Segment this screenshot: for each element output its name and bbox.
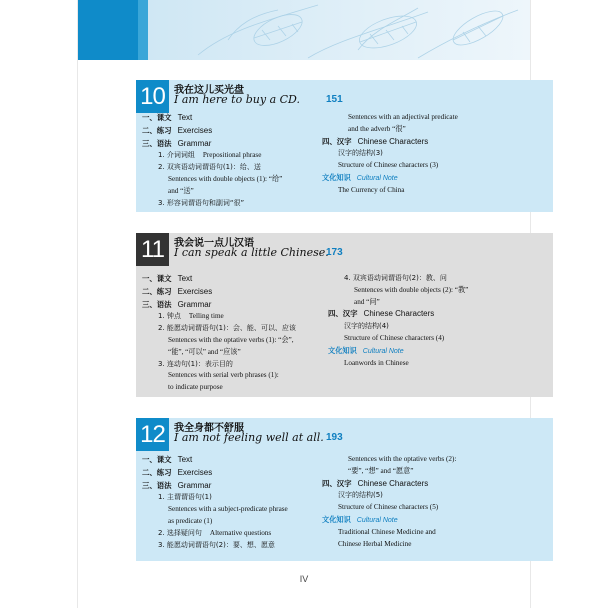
toc-grammar-note: Sentences with serial verb phrases (1): bbox=[168, 371, 279, 380]
toc-grammar-note: “要”, “想” and “愿意” bbox=[348, 466, 414, 475]
toc-grammar-note: Sentences with double objects (1): “给” bbox=[168, 174, 283, 183]
lesson-page-number: 151 bbox=[326, 94, 343, 105]
toc-grammar-note: Sentences with the optative verbs (1): “会”, bbox=[168, 335, 294, 344]
leaf-pattern-image bbox=[158, 0, 530, 60]
toc-grammar-note: to indicate purpose bbox=[168, 383, 223, 392]
lesson-page-number: 173 bbox=[326, 247, 343, 258]
lesson-number-badge: 12 bbox=[136, 418, 169, 451]
toc-grammar-note: and “送” bbox=[168, 186, 194, 195]
toc-section-characters: 四、汉字 Chinese Characters bbox=[322, 136, 429, 146]
lesson-title-english: I am here to buy a CD. bbox=[174, 93, 300, 106]
toc-cultural-note-heading: 文化知识 Cultural Note bbox=[322, 514, 398, 524]
toc-grammar-item: 2. 双宾语动词谓语句(1)：给、送 bbox=[158, 163, 261, 172]
lesson-title-chinese: 我在这儿买光盘 bbox=[174, 85, 244, 96]
toc-characters-note: Structure of Chinese characters (4) bbox=[344, 333, 445, 342]
lesson-contents-left bbox=[142, 112, 322, 209]
toc-grammar-note: and the adverb “很” bbox=[348, 124, 406, 133]
toc-grammar-note: Sentences with a subject-predicate phrase bbox=[168, 505, 288, 514]
toc-grammar-item: 1. 介词词组 Prepositional phrase bbox=[158, 151, 262, 160]
decorative-header-banner bbox=[78, 0, 530, 60]
lesson-title-chinese: 我全身都不舒服 bbox=[174, 423, 244, 434]
toc-grammar-item: 2. 能愿动词谓语句(1)：会、能、可以、应该 bbox=[158, 324, 296, 333]
toc-characters-note: Structure of Chinese characters (3) bbox=[338, 161, 439, 170]
toc-grammar-note: Sentences with an adjectival predicate bbox=[348, 113, 458, 121]
toc-grammar-note: “能”, “可以” and “应该” bbox=[168, 347, 241, 356]
toc-cultural-note: Chinese Herbal Medicine bbox=[338, 539, 412, 548]
toc-grammar-note: as predicate (1) bbox=[168, 516, 213, 525]
toc-section-characters: 四、汉字 Chinese Characters bbox=[322, 478, 429, 488]
toc-cultural-note: The Currency of China bbox=[338, 185, 405, 194]
lesson-10-card bbox=[136, 80, 553, 212]
toc-characters-item: 汉字的结构(3) bbox=[338, 149, 383, 158]
toc-section-text: 一、课文 Text bbox=[142, 113, 193, 122]
toc-grammar-item: 3. 连动句(1)：表示目的 bbox=[158, 359, 233, 368]
lesson-contents-right bbox=[322, 454, 550, 550]
lesson-title-chinese: 我会说一点儿汉语 bbox=[174, 238, 254, 249]
toc-section-text: 一、课文 Text bbox=[142, 274, 193, 283]
toc-cultural-note: Loanwords in Chinese bbox=[344, 358, 409, 367]
toc-section-grammar: 三、语法 Grammar bbox=[142, 299, 212, 309]
toc-grammar-item: 3. 能愿动词谓语句(2)：要、想、愿意 bbox=[158, 540, 275, 549]
toc-grammar-note: Sentences with the optative verbs (2): bbox=[348, 455, 457, 463]
toc-grammar-item: 1. 钟点 Telling time bbox=[158, 312, 224, 321]
toc-characters-item: 汉字的结构(4) bbox=[344, 322, 389, 331]
toc-section-exercises: 二、练习 Exercises bbox=[142, 286, 213, 296]
toc-section-text: 一、课文 Text bbox=[142, 455, 193, 464]
lesson-title-english: I can speak a little Chinese. bbox=[174, 246, 329, 259]
toc-grammar-item: 3. 形容词谓语句和副词“很” bbox=[158, 198, 245, 207]
page-footer-number: IV bbox=[299, 574, 309, 584]
lesson-contents-left bbox=[142, 273, 332, 394]
lesson-number-badge: 11 bbox=[136, 233, 169, 266]
toc-section-exercises: 二、练习 Exercises bbox=[142, 125, 213, 135]
toc-section-grammar: 三、语法 Grammar bbox=[142, 138, 212, 148]
toc-cultural-note-heading: 文化知识 Cultural Note bbox=[322, 172, 398, 182]
lesson-contents-right bbox=[328, 273, 550, 369]
toc-section-exercises: 二、练习 Exercises bbox=[142, 467, 213, 477]
toc-characters-note: Structure of Chinese characters (5) bbox=[338, 503, 439, 512]
lesson-12-card bbox=[136, 418, 553, 561]
toc-grammar-note: Sentences with double objects (2): “教” bbox=[354, 285, 469, 294]
toc-grammar-item: 2. 选择疑问句 Alternative questions bbox=[158, 528, 272, 537]
lesson-contents-right bbox=[322, 112, 550, 197]
lesson-11-card bbox=[136, 233, 553, 397]
toc-section-grammar: 三、语法 Grammar bbox=[142, 480, 212, 490]
toc-grammar-item: 4. 双宾语动词谓语句(2)：教、问 bbox=[344, 274, 447, 282]
toc-cultural-note-heading: 文化知识 Cultural Note bbox=[328, 345, 404, 355]
toc-section-characters: 四、汉字 Chinese Characters bbox=[328, 309, 435, 319]
toc-characters-item: 汉字的结构(5) bbox=[338, 491, 383, 500]
toc-grammar-note: and “问” bbox=[354, 297, 380, 306]
toc-grammar-item: 1. 主谓谓语句(1) bbox=[158, 493, 212, 502]
toc-cultural-note: Traditional Chinese Medicine and bbox=[338, 527, 436, 536]
lesson-page-number: 193 bbox=[326, 432, 343, 443]
lesson-contents-left bbox=[142, 454, 332, 551]
lesson-title-english: I am not feeling well at all. bbox=[174, 431, 324, 444]
lesson-number-badge: 10 bbox=[136, 80, 169, 113]
